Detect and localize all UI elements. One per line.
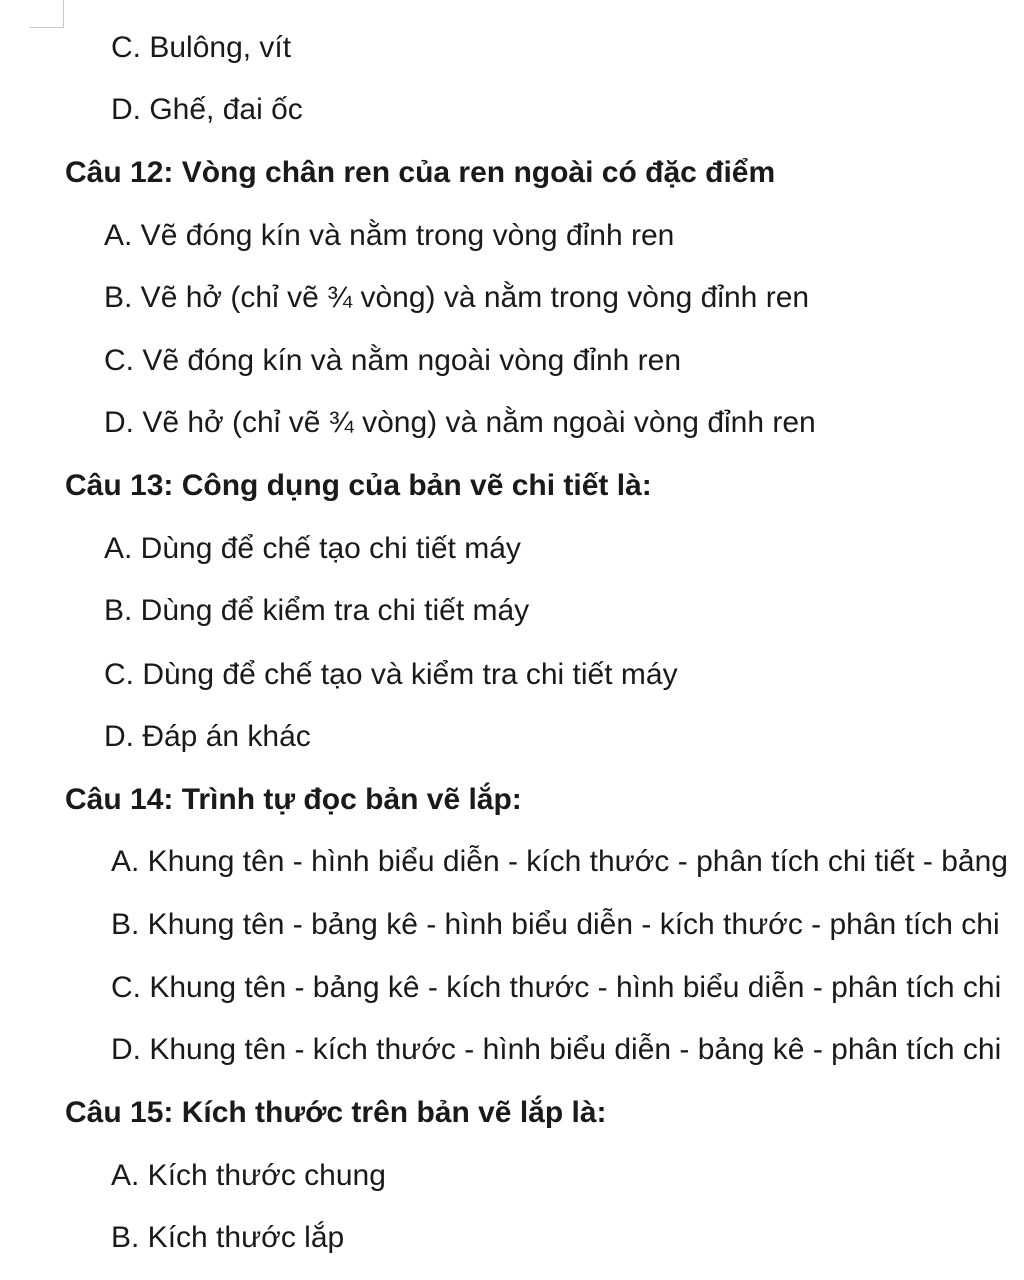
- q13-question: Câu 13: Công dụng của bản vẽ chi tiết là:: [65, 469, 652, 502]
- q15-option-b: B. Kích thước lắp: [111, 1221, 345, 1254]
- q13-option-a: A. Dùng để chế tạo chi tiết máy: [104, 532, 521, 565]
- q11-option-c: C. Bulông, vít: [111, 31, 292, 64]
- q12-option-c: C. Vẽ đóng kín và nằm ngoài vòng đỉnh ren: [104, 344, 682, 377]
- q12-option-a: A. Vẽ đóng kín và nằm trong vòng đỉnh ren: [104, 219, 675, 252]
- q14-option-d: D. Khung tên - kích thước - hình biểu diễn - bảng kê - phân tích chi: [111, 1033, 1002, 1066]
- page-corner-mark: [30, 0, 64, 28]
- q13-option-c: C. Dùng để chế tạo và kiểm tra chi tiết máy: [104, 658, 678, 691]
- q14-option-a: A. Khung tên - hình biểu diễn - kích thước - phân tích chi tiết - bảng: [111, 845, 1008, 878]
- q13-option-d: D. Đáp án khác: [104, 720, 311, 753]
- q15-option-a: A. Kích thước chung: [111, 1159, 386, 1192]
- q12-option-d: D. Vẽ hở (chỉ vẽ ¾ vòng) và nằm ngoài vòng đỉnh ren: [104, 406, 816, 439]
- q14-option-b: B. Khung tên - bảng kê - hình biểu diễn - kích thước - phân tích chi: [111, 908, 1000, 941]
- q14-option-c: C. Khung tên - bảng kê - kích thước - hình biểu diễn - phân tích chi: [111, 971, 1002, 1004]
- q14-question: Câu 14: Trình tự đọc bản vẽ lắp:: [65, 783, 522, 816]
- q13-option-b: B. Dùng để kiểm tra chi tiết máy: [104, 594, 530, 627]
- q15-question: Câu 15: Kích thước trên bản vẽ lắp là:: [65, 1096, 607, 1129]
- q12-option-b: B. Vẽ hở (chỉ vẽ ¾ vòng) và nằm trong vòng đỉnh ren: [104, 281, 810, 314]
- q11-option-d: D. Ghế, đai ốc: [111, 93, 303, 126]
- q12-question: Câu 12: Vòng chân ren của ren ngoài có đặc điểm: [65, 156, 776, 189]
